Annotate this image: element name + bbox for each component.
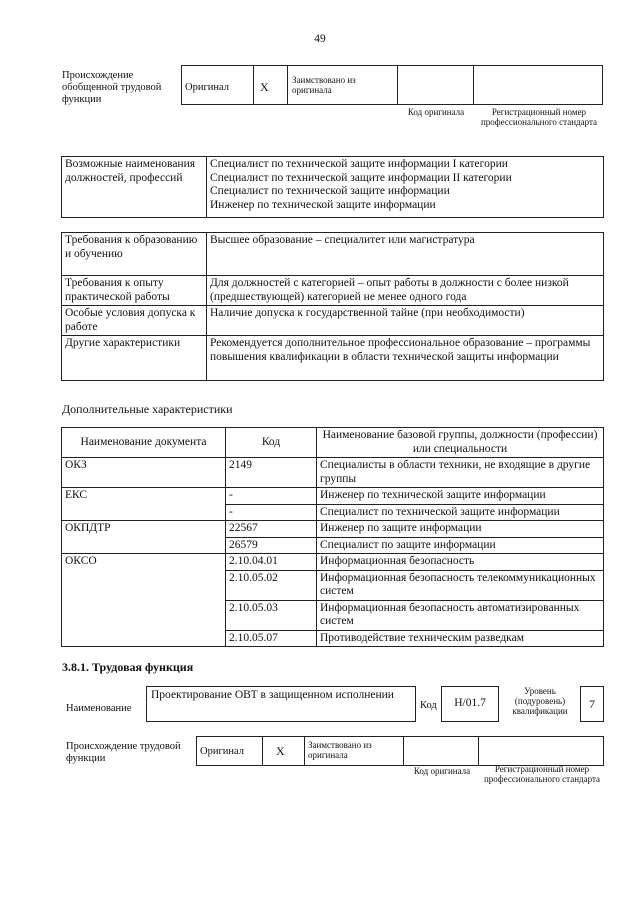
reg-number-label: Регистрационный номер профессионального стандарта <box>483 764 601 784</box>
divider <box>397 65 398 105</box>
divider <box>262 736 263 766</box>
origin-label: Происхождение трудовой функции <box>66 741 181 764</box>
doc-cell: ОКПДТР <box>62 521 226 554</box>
positions-table <box>61 156 604 218</box>
req-value: Наличие допуска к государственной тайне (при необходимости) <box>207 306 604 336</box>
name-cell: Информационная безопасность телекоммуникационных систем <box>317 570 604 600</box>
header-name: Наименование базовой группы, должности (профессии) или специальности <box>317 428 604 458</box>
code-original-label: Код оригинала <box>407 107 465 117</box>
name-value: Проектирование ОВТ в защищенном исполнении <box>146 686 416 722</box>
code-original-label: Код оригинала <box>413 766 471 776</box>
name-cell: Инженер по технической защите информации <box>317 488 604 505</box>
req-value: Рекомендуется дополнительное профессиональное образование – программы повышения квалификации в области технической защиты информации <box>207 336 604 381</box>
original-mark: X <box>260 80 269 94</box>
page-number: 49 <box>314 33 326 45</box>
name-cell: Информационная безопасность <box>317 554 604 571</box>
header-code: Код <box>226 428 317 458</box>
code-cell: 2.10.04.01 <box>226 554 317 571</box>
name-cell: Специалист по технической защите информации <box>317 504 604 521</box>
req-value: Высшее образование – специалитет или магистратура <box>207 233 604 276</box>
doc-cell: ЕКС <box>62 488 226 521</box>
name-cell: Противодействие техническим разведкам <box>317 630 604 647</box>
req-label: Требования к образованию и обучению <box>62 233 207 276</box>
name-cell: Специалист по защите информации <box>317 537 604 554</box>
original-label: Оригинал <box>200 746 244 757</box>
code-cell: 22567 <box>226 521 317 538</box>
divider <box>478 736 479 766</box>
divider <box>253 65 254 105</box>
code-cell: 26579 <box>226 537 317 554</box>
origin-label: Происхождение обобщенной трудовой функции <box>62 70 162 105</box>
code-cell: 2.10.05.02 <box>226 570 317 600</box>
code-label: Код <box>420 700 437 711</box>
requirements-table <box>61 232 604 381</box>
divider <box>287 65 288 105</box>
origin-box <box>196 736 604 766</box>
borrowed-label: Заимствовано из оригинала <box>292 75 356 95</box>
positions-list <box>207 157 604 218</box>
code-cell: - <box>226 488 317 505</box>
code-value: Н/01.7 <box>441 686 499 722</box>
borrowed-label: Заимствовано из оригинала <box>308 740 372 760</box>
divider <box>473 65 474 105</box>
position-item: Специалист по технической защите информации <box>210 185 450 197</box>
header-doc: Наименование документа <box>62 428 226 458</box>
additional-heading: Дополнительные характеристики <box>62 402 233 416</box>
divider <box>403 736 404 766</box>
code-cell: 2.10.05.07 <box>226 630 317 647</box>
code-cell: 2149 <box>226 458 317 488</box>
position-item: Специалист по технической защите информации II категории <box>210 171 512 184</box>
origin-box <box>181 65 603 105</box>
position-item: Инженер по технической защите информации <box>210 198 436 211</box>
reg-number-label: Регистрационный номер профессионального стандарта <box>480 107 598 127</box>
code-cell: - <box>226 504 317 521</box>
positions-label: Возможные наименования должностей, профессий <box>62 157 207 218</box>
level-value: 7 <box>580 686 604 722</box>
req-label: Другие характеристики <box>62 336 207 381</box>
name-cell: Инженер по защите информации <box>317 521 604 538</box>
divider <box>304 736 305 766</box>
original-mark: X <box>276 744 285 758</box>
req-label: Требования к опыту практической работы <box>62 276 207 306</box>
original-label: Оригинал <box>185 82 229 93</box>
doc-cell: ОКЗ <box>62 458 226 488</box>
name-cell: Информационная безопасность автоматизированных систем <box>317 600 604 630</box>
name-label: Наименование <box>66 703 132 714</box>
level-label: Уровень (подуровень) квалификации <box>512 686 568 716</box>
additional-table <box>61 427 604 647</box>
req-value: Для должностей с категорией – опыт работы в должности с более низкой (предшествующей) категорией не менее одного года <box>207 276 604 306</box>
code-cell: 2.10.05.03 <box>226 600 317 630</box>
req-label: Особые условия допуска к работе <box>62 306 207 336</box>
section-title: 3.8.1. Трудовая функция <box>62 660 194 674</box>
position-item: Специалист по технической защите информации I категории <box>210 158 508 170</box>
doc-cell: ОКСО <box>62 554 226 647</box>
name-cell: Специалисты в области техники, не входящие в другие группы <box>317 458 604 488</box>
